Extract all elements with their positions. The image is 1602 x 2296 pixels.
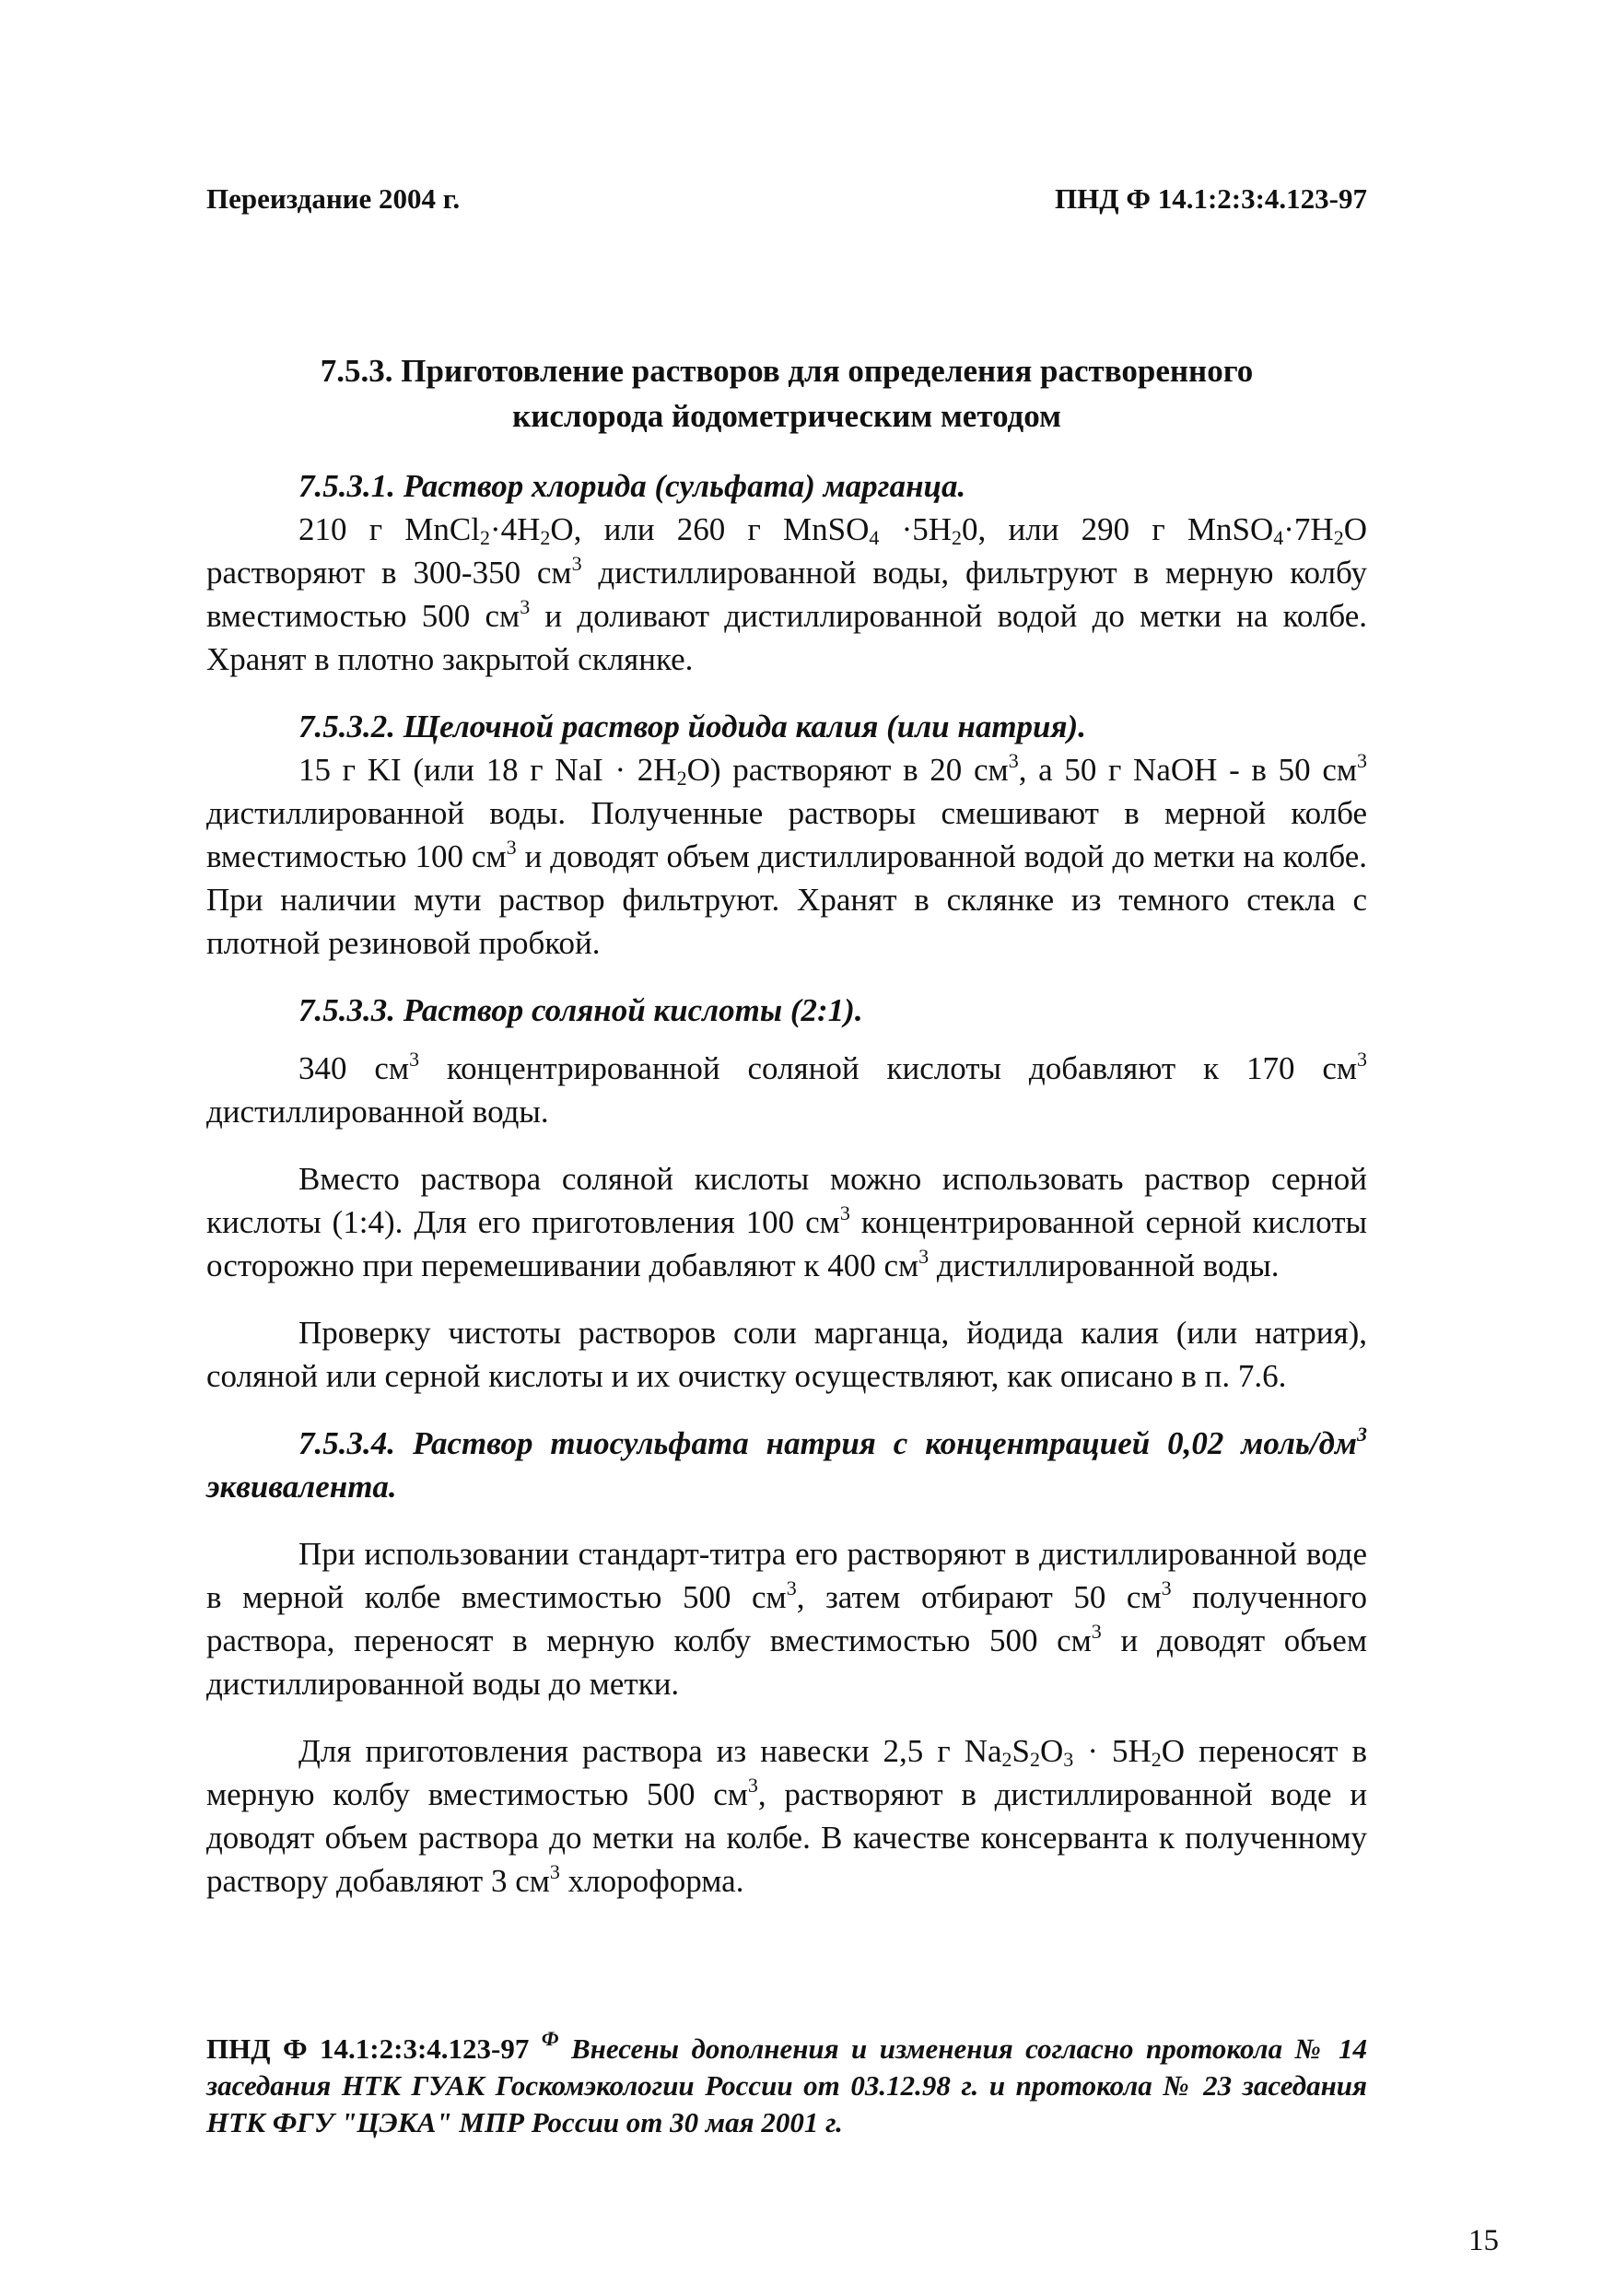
subsection-heading-7-5-3-1: 7.5.3.1. Раствор хлорида (сульфата) марганца. [298,468,966,504]
footnote [206,2027,1368,2141]
paragraph-manganese-solution: 210 г $MnCl_2\cdot 4H_2O$, или 260 г MnSO$_4$ $\cdot 5H_20$, или 290 г $MnSO_4\cdot 7H_2O$ растворяют в 300-350 $см^3$ дистиллированной воды, фильтруют в мерную колбу вместимостью 500 $см^3$ и доливают дистиллированной водой до метки на колбе. Хранят в плотно закрытой склянке. [206,511,1368,677]
paragraph-thiosulfate-preparation: Для приготовления раствора из навески 2,5 г $Na_2S_2O_3 \cdot 5H_2O$ переносят в мерную колбу вместимостью 500 $см^3$, растворяют в дистиллированной воде и доводят объем раствора до метки на колбе. В качестве консерванта к полученному раствору добавляют 3 $см^3$ хлороформа. [206,1733,1367,1899]
subsection-heading-7-5-3-4: 7.5.3.4. Раствор тиосульфата натрия с концентрацией 0,02 моль/$дм^3$ эквивалента. [206,1423,1367,1505]
paragraph-hydrochloric-acid: 340 $см^3$ концентрированной соляной кислоты добавляют к 170 $см^3$ дистиллированной воды. [206,1048,1368,1130]
header-edition: Переиздание 2004 г. [206,182,461,215]
subsection-heading-7-5-3-3: 7.5.3.3. Раствор соляной кислоты (2:1). [298,992,863,1028]
header-document-code: ПНД Ф 14.1:2:3:4.123-97 [1055,182,1367,215]
paragraph-standard-titre: При использовании стандарт-титра его растворяют в дистиллированной воде в мерной колбе вместимостью 500 $см^3$, затем отбирают 50 $см^3$ полученного раствора, переносят в мерную колбу вместимостью 500 $см^3$ и доводят объем дистиллированной воды до метки. [206,1536,1367,1702]
paragraph-alkaline-iodide: 15 г KI (или 18 г NaI · $2H_2O$) растворяют в 20 $см^3$, а 50 г NaOH - в 50 $см^3$ дистиллированной воды. Полученные растворы смешивают в мерной колбе вместимостью 100 $см^3$ и доводят объем дистиллированной водой до метки на колбе. При наличии мути раствор фильтруют. Хранят в склянке из темного стекла с плотной резиновой пробкой. [206,749,1368,961]
page-number: 15 [1468,2224,1499,2257]
section-title: 7.5.3. Приготовление растворов для определения растворенного кислорода йодометрическим методом [320,353,1254,434]
footnote-text: Внесены дополнения и изменения согласно протокола № 14 заседания НТК ГУАК Госкомэкологии России от 03.12.98 г. и протокола № 23 заседания НТК ФГУ "ЦЭКА" МПР России от 30 мая 2001 г. [206,2032,1368,2138]
footnote-document-code: ПНД Ф 14.1:2:3:4.123-97 [206,2032,530,2065]
document-body [206,348,1367,1903]
paragraph-purity-check: Проверку чистоты растворов соли марганца, йодида калия (или натрия), соляной или серной кислоты и их очистку осуществляют, как описано в п. 7.6. [206,1315,1367,1394]
paragraph-sulfuric-acid-alternative: Вместо раствора соляной кислоты можно использовать раствор серной кислоты (1:4). Для его приготовления 100 $см^3$ концентрированной серной кислоты осторожно при перемешивании добавляют к 400 $см^3$ дистиллированной воды. [206,1161,1367,1283]
subsection-heading-7-5-3-2: 7.5.3.2. Щелочной раствор йодида калия (или натрия). [298,709,1086,744]
footnote-mark: Ф [541,2027,559,2050]
